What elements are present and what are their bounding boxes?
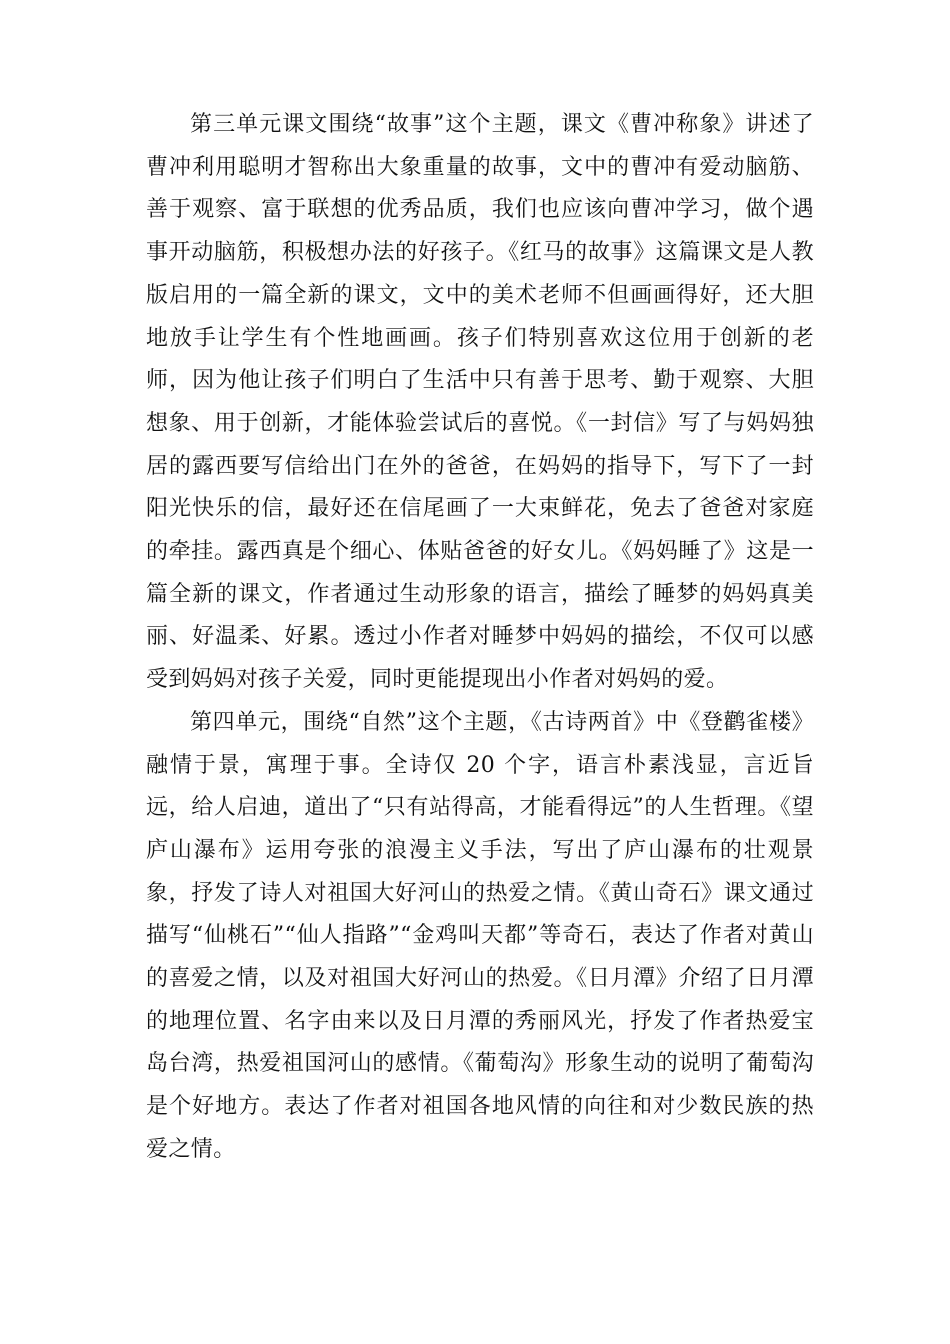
document-body — [146, 104, 814, 1172]
paragraph-unit-four: 第四单元，围绕“自然”这个主题，《古诗两首》中《登鹳雀楼》融情于景，寓理于事。全诗仅 20 个字，语言朴素浅显，言近旨远，给人启迪，道出了“只有站得高，才能看得远”的人生哲理。《望庐山瀑布》运用夸张的浪漫主义手法，写出了庐山瀑布的壮观景象，抒发了诗人对祖国大好河山的热爱之情。《黄山奇石》课文通过描写“仙桃石”“仙人指路”“金鸡叫天都”等奇石，表达了作者对黄山的喜爱之情，以及对祖国大好河山的热爱。《日月潭》介绍了日月潭的地理位置、名字由来以及日月潭的秀丽风光，抒发了作者热爱宝岛台湾，热爱祖国河山的感情。《葡萄沟》形象生动的说明了葡萄沟是个好地方。表达了作者对祖国各地风情的向往和对少数民族的热爱之情。 — [146, 709, 814, 1162]
paragraph-unit-three: 第三单元课文围绕“故事”这个主题，课文《曹冲称象》讲述了曹冲利用聪明才智称出大象重量的故事，文中的曹冲有爱动脑筋、善于观察、富于联想的优秀品质，我们也应该向曹冲学习，做个遇事开动脑筋，积极想办法的好孩子。《红马的故事》这篇课文是人教版启用的一篇全新的课文，文中的美术老师不但画画得好，还大胆地放手让学生有个性地画画。孩子们特别喜欢这位用于创新的老师，因为他让孩子们明白了生活中只有善于思考、勤于观察、大胆想象、用于创新，才能体验尝试后的喜悦。《一封信》写了与妈妈独居的露西要写信给出门在外的爸爸，在妈妈的指导下，写下了一封阳光快乐的信，最好还在信尾画了一大束鲜花，免去了爸爸对家庭的牵挂。露西真是个细心、体贴爸爸的好女儿。《妈妈睡了》这是一篇全新的课文，作者通过生动形象的语言，描绘了睡梦的妈妈真美丽、好温柔、好累。透过小作者对睡梦中妈妈的描绘，不仅可以感受到妈妈对孩子关爱，同时更能提现出小作者对妈妈的爱。 — [146, 112, 814, 693]
